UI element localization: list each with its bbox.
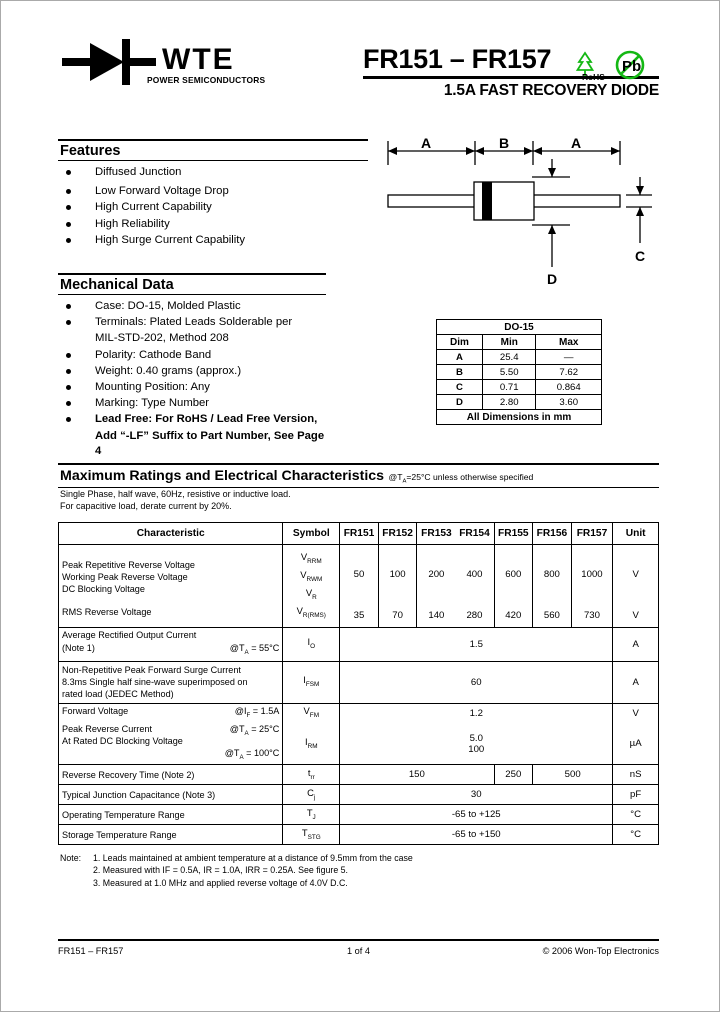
footer-page-number: 1 of 4 <box>347 946 370 956</box>
unit-cell: °C <box>613 825 659 845</box>
value-cell: 500 <box>533 765 613 785</box>
value-cell: -65 to +125 <box>340 805 613 825</box>
value-cell: 200 <box>417 545 456 604</box>
characteristic-cell: Storage Temperature Range <box>59 825 283 845</box>
dim-cell: 3.60 <box>536 395 602 410</box>
table-row <box>59 545 659 604</box>
symbol-cell: $C_j$ <box>283 785 340 805</box>
mechanical-data-section <box>58 273 326 460</box>
ratings-conditions <box>60 489 291 512</box>
list-item: Diffused Junction <box>58 165 368 180</box>
table-row <box>437 380 602 395</box>
characteristic-line: Average Rectified Output Current <box>62 630 197 641</box>
dimension-table <box>436 319 602 425</box>
symbol-cell: $T_J$ <box>283 805 340 825</box>
page-header <box>58 1 659 113</box>
note-item: 3. Measured at 1.0 MHz and applied reverse voltage of 4.0V D.C. <box>93 877 348 888</box>
value-cell: 30 <box>340 785 613 805</box>
value-cell: 420 <box>494 604 533 627</box>
list-item: High Current Capability <box>58 200 368 215</box>
dim-cell: 0.71 <box>483 380 536 395</box>
note-line <box>60 852 413 864</box>
dim-table-footer: All Dimensions in mm <box>437 410 602 425</box>
value-cell: 150 <box>340 765 494 785</box>
list-item: MIL-STD-202, Method 208 <box>95 332 229 345</box>
value-cell: 1.5 <box>340 627 613 661</box>
value-cell: 140 <box>417 604 456 627</box>
list-item: Mounting Position: Any <box>58 380 326 395</box>
value-cell: 730 <box>571 604 613 627</box>
svg-text:WTE: WTE <box>162 43 235 76</box>
list-item: Add “-LF” Suffix to Part Number, See Page 4 <box>95 429 325 457</box>
value-line: 5.0 <box>469 732 483 744</box>
table-row <box>59 661 659 703</box>
dim-label-d: D <box>546 271 558 287</box>
characteristic-cell <box>59 703 283 723</box>
list-item: High Surge Current Capability <box>58 233 368 248</box>
table-row <box>59 765 659 785</box>
page-footer <box>58 939 659 956</box>
table-header-row <box>59 523 659 545</box>
symbol-line: $V_{RWM}$ <box>300 568 323 583</box>
characteristic-condition: $@I_F = 1.5A$ <box>234 705 280 719</box>
page-title: FR151 – FR157 <box>363 44 552 74</box>
dim-table-title: DO-15 <box>437 320 602 335</box>
value-cell: 250 <box>494 765 533 785</box>
lead-free-icon <box>617 52 643 78</box>
list-item: Lead Free: For RoHS / Lead Free Version, <box>58 412 326 427</box>
symbol-cell: $I_{FSM}$ <box>283 661 340 703</box>
characteristic-line: (Note 1) $@T_A = 55^\circ C$ <box>62 642 279 654</box>
dim-label-a-right: A <box>570 135 582 151</box>
svg-text:RoHS: RoHS <box>582 72 605 82</box>
value-cell: 600 <box>494 545 533 604</box>
table-row <box>437 365 602 380</box>
unit-cell: V <box>613 604 659 627</box>
electrical-characteristics-table <box>58 522 659 845</box>
characteristic-cell: RMS Reverse Voltage <box>59 604 283 627</box>
value-cell: 50 <box>340 545 379 604</box>
symbol-cell: $T_{STG}$ <box>283 825 340 845</box>
characteristic-cell <box>59 627 283 661</box>
value-cell: -65 to +150 <box>340 825 613 845</box>
characteristic-line: 8.3ms Single half sine-wave superimposed on <box>62 676 248 687</box>
characteristic-line: Peak Reverse Current $@T_A = 25^\circ C$ <box>62 723 279 735</box>
characteristic-line: rated load (JEDEC Method) <box>62 689 174 700</box>
characteristic-line: At Rated DC Blocking Voltage $@T_A = 100^\circ C$ <box>62 735 279 747</box>
table-row <box>437 335 602 350</box>
value-cell: 560 <box>533 604 572 627</box>
characteristic-line: Non-Repetitive Peak Forward Surge Current <box>62 664 241 675</box>
column-header: Max <box>536 335 602 350</box>
svg-text:Pb: Pb <box>622 58 642 75</box>
note-item: 1. Leads maintained at ambient temperature at a distance of 9.5mm from the case <box>93 853 413 863</box>
characteristic-condition: $@T_A = 100^\circ C$ <box>224 748 280 762</box>
value-cell <box>340 723 613 765</box>
column-header: FR151 <box>340 523 379 545</box>
characteristic-cell: Typical Junction Capacitance (Note 3) <box>59 785 283 805</box>
column-header: Min <box>483 335 536 350</box>
footer-left: FR151 – FR157 <box>58 946 124 956</box>
characteristic-cell <box>59 723 283 765</box>
value-cell: 60 <box>340 661 613 703</box>
unit-cell: pF <box>613 785 659 805</box>
unit-cell: A <box>613 627 659 661</box>
unit-cell: V <box>613 703 659 723</box>
symbol-cell: $V_{R(RMS)}$ <box>283 604 340 627</box>
table-row <box>437 410 602 425</box>
unit-cell: µA <box>613 723 659 765</box>
dim-cell: 25.4 <box>483 350 536 365</box>
symbol-cell: $V_{FM}$ <box>283 703 340 723</box>
characteristic-line: Forward Voltage $@I_F = 1.5A$ <box>62 705 279 717</box>
list-item: High Reliability <box>58 217 368 232</box>
list-item: Polarity: Cathode Band <box>58 348 326 363</box>
table-row <box>59 825 659 845</box>
characteristic-cell <box>59 661 283 703</box>
dim-label-b: B <box>498 135 510 151</box>
ratings-heading-condition: $@T_A=25^\circ C$ unless otherwise specified <box>388 472 534 485</box>
mechanical-data-heading: Mechanical Data <box>58 273 326 295</box>
dim-cell: C <box>437 380 483 395</box>
features-list <box>58 165 368 248</box>
eco-icons <box>573 49 651 83</box>
column-header: FR152 <box>378 523 417 545</box>
characteristic-cell <box>59 545 283 604</box>
features-section <box>58 139 368 249</box>
symbol-line: $V_R$ <box>305 586 317 601</box>
column-header: Dim <box>437 335 483 350</box>
column-header: FR157 <box>571 523 613 545</box>
column-header: FR153 <box>417 523 456 545</box>
dim-cell: — <box>536 350 602 365</box>
title-block <box>363 45 659 100</box>
list-item: Case: DO-15, Molded Plastic <box>58 299 326 314</box>
table-row <box>437 395 602 410</box>
column-header: Unit <box>613 523 659 545</box>
symbol-cell: $I_O$ <box>283 627 340 661</box>
dim-cell: 5.50 <box>483 365 536 380</box>
value-cell: 280 <box>455 604 494 627</box>
table-row <box>59 785 659 805</box>
ratings-heading-bar <box>58 463 659 488</box>
ratings-heading: Maximum Ratings and Electrical Characteristics <box>60 468 385 484</box>
notes-label: Note: <box>60 853 82 863</box>
package-outline-drawing <box>374 121 664 301</box>
symbol-line: $V_{RRM}$ <box>300 551 322 565</box>
mechanical-data-list <box>58 299 326 459</box>
table-row <box>59 805 659 825</box>
value-cell: 35 <box>340 604 379 627</box>
page-subtitle: 1.5A FAST RECOVERY DIODE <box>443 82 659 100</box>
value-cell: 400 <box>455 545 494 604</box>
column-header: FR155 <box>494 523 533 545</box>
symbol-cell <box>283 545 340 604</box>
unit-cell: V <box>613 545 659 604</box>
characteristic-cell: Reverse Recovery Time (Note 2) <box>59 765 283 785</box>
dim-cell: 2.80 <box>483 395 536 410</box>
table-row <box>437 350 602 365</box>
value-cell: 800 <box>533 545 572 604</box>
characteristic-condition: $@T_A = 25^\circ C$ <box>229 724 280 737</box>
value-line: 100 <box>468 743 485 755</box>
symbol-cell: $t_{rr}$ <box>283 765 340 785</box>
condition-line: For capacitive load, derate current by 20%. <box>60 500 232 511</box>
table-row <box>59 723 659 765</box>
footer-copyright: © 2006 Won-Top Electronics <box>542 946 659 956</box>
column-header: FR154 <box>455 523 494 545</box>
dim-cell: 0.864 <box>536 380 602 395</box>
dim-cell: B <box>437 365 483 380</box>
column-header: Symbol <box>283 523 340 545</box>
characteristic-cell: Operating Temperature Range <box>59 805 283 825</box>
list-item: Weight: 0.40 grams (approx.) <box>58 364 326 379</box>
dim-cell: D <box>437 395 483 410</box>
characteristic-line: Working Peak Reverse Voltage <box>62 571 188 582</box>
value-cell: 100 <box>378 545 417 604</box>
dim-cell: 7.62 <box>536 365 602 380</box>
value-cell: 1000 <box>571 545 613 604</box>
list-item: Marking: Type Number <box>58 396 326 411</box>
table-row <box>59 627 659 661</box>
condition-line: Single Phase, half wave, 60Hz, resistive or inductive load. <box>60 489 291 499</box>
table-row <box>437 320 602 335</box>
wte-logo <box>62 33 277 95</box>
note-item: 2. Measured with IF = 0.5A, IR = 1.0A, IRR = 0.25A. See figure 5. <box>93 865 348 876</box>
dim-label-a-left: A <box>420 135 432 151</box>
value-cell: 1.2 <box>340 703 613 723</box>
list-item: Terminals: Plated Leads Solderable per <box>58 315 326 330</box>
column-header: Characteristic <box>59 523 283 545</box>
unit-cell: nS <box>613 765 659 785</box>
unit-cell: A <box>613 661 659 703</box>
characteristic-condition: $@T_A = 55^\circ C$ <box>229 642 280 656</box>
svg-text:POWER SEMICONDUCTORS: POWER SEMICONDUCTORS <box>147 75 266 85</box>
column-header: FR156 <box>533 523 572 545</box>
list-item: Low Forward Voltage Drop <box>58 184 368 199</box>
unit-cell: °C <box>613 805 659 825</box>
features-heading: Features <box>58 139 368 161</box>
table-row <box>59 703 659 723</box>
dim-label-c: C <box>634 248 646 264</box>
characteristic-line: Peak Repetitive Reverse Voltage <box>62 559 195 570</box>
notes-section <box>60 852 413 889</box>
symbol-cell: $I_{RM}$ <box>283 723 340 765</box>
dim-cell: A <box>437 350 483 365</box>
characteristic-line: DC Blocking Voltage <box>62 583 145 594</box>
value-cell: 70 <box>378 604 417 627</box>
table-row <box>59 604 659 627</box>
